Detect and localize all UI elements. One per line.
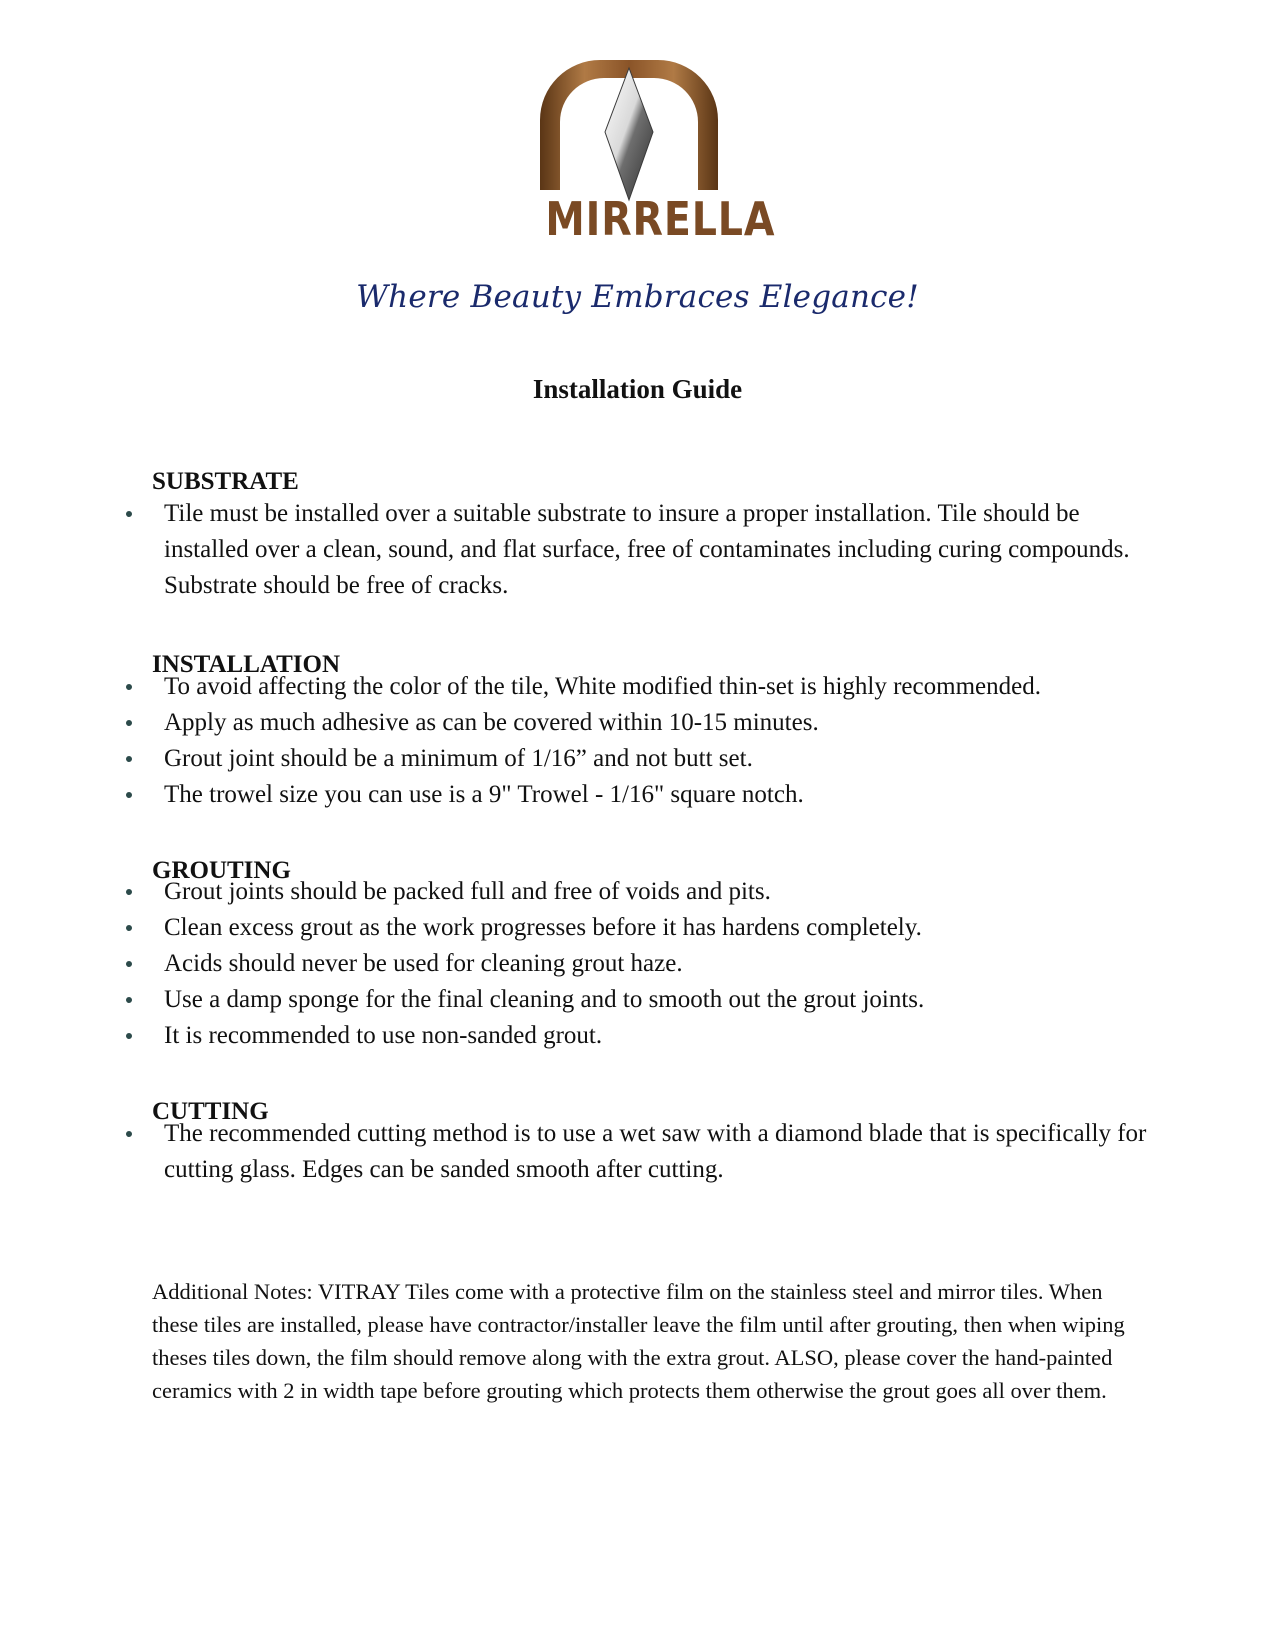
bullet-icon	[126, 684, 132, 690]
arch-diamond-icon	[540, 60, 740, 210]
bullet-icon	[126, 997, 132, 1003]
page-title: Installation Guide	[532, 374, 743, 404]
tagline: Where Beauty Embraces Elegance!	[356, 279, 919, 315]
additional-notes: Additional Notes: VITRAY Tiles come with a protective film on the stainless steel and mirror tiles. When these tiles are installed, please have contractor/installer leave the film until after grouting, then when wiping theses tiles down, the film should remove along with the extra grout. ALSO, please cover the hand-painted ceramics with 2 in width tape before grouting which protects them otherwise the grout goes all over them.	[152, 1279, 1125, 1403]
list-item: Grout joint should be a minimum of 1/16” and not butt set.	[126, 741, 1156, 777]
list-item: The recommended cutting method is to use a wet saw with a diamond blade that is specifically for cutting glass. Edges can be sanded smooth after cutting.	[126, 1116, 1156, 1188]
list-item: Use a damp sponge for the final cleaning and to smooth out the grout joints.	[126, 982, 1156, 1018]
bullet-icon	[126, 1131, 132, 1137]
brand-name: MIRRELLA	[545, 192, 776, 246]
substrate-list	[126, 496, 1156, 604]
list-item: To avoid affecting the color of the tile, White modified thin-set is highly recommended.	[126, 669, 1156, 705]
bullet-icon	[126, 792, 132, 798]
section-heading-grouting: GROUTING	[152, 857, 291, 884]
list-item: Tile must be installed over a suitable substrate to insure a proper installation. Tile should be installed over a clean, sound, and flat surface, free of contaminates including curing compounds. Substrate should be free of cracks.	[126, 496, 1156, 604]
list-item: It is recommended to use non-sanded grout.	[126, 1018, 1156, 1054]
list-item: Acids should never be used for cleaning grout haze.	[126, 946, 1156, 982]
bullet-icon	[126, 720, 132, 726]
bullet-icon	[126, 925, 132, 931]
list-item: Clean excess grout as the work progresses before it has hardens completely.	[126, 910, 1156, 946]
cutting-list	[126, 1116, 1156, 1188]
bullet-icon	[126, 511, 132, 517]
bullet-icon	[126, 1033, 132, 1039]
list-item: Apply as much adhesive as can be covered within 10-15 minutes.	[126, 705, 1156, 741]
list-item: Grout joints should be packed full and free of voids and pits.	[126, 874, 1156, 910]
grouting-list	[126, 874, 1156, 1054]
section-heading-substrate: SUBSTRATE	[152, 468, 299, 495]
list-item: The trowel size you can use is a 9" Trowel - 1/16" square notch.	[126, 777, 1156, 813]
bullet-icon	[126, 889, 132, 895]
section-heading-installation: INSTALLATION	[152, 651, 341, 678]
section-heading-cutting: CUTTING	[152, 1098, 269, 1125]
installation-list	[126, 669, 1156, 813]
bullet-icon	[126, 756, 132, 762]
bullet-icon	[126, 961, 132, 967]
